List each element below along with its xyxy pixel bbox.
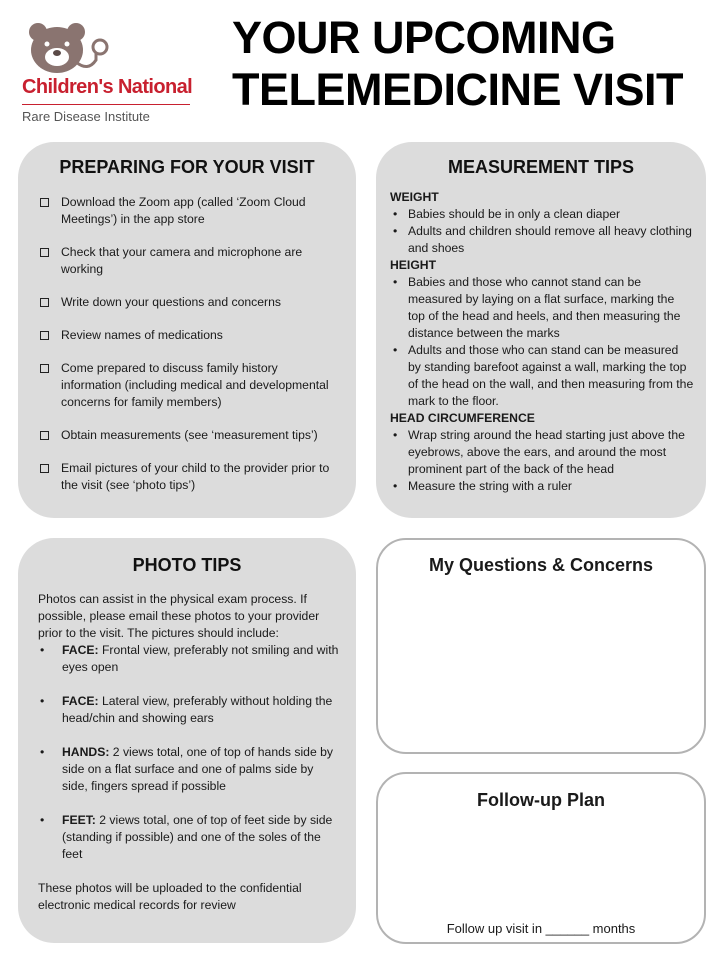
head-circumference-heading: HEAD CIRCUMFERENCE bbox=[390, 411, 535, 425]
preparing-checklist bbox=[38, 194, 338, 510]
list-item: • Babies and those who cannot stand can be measured by laying on a flat surface, marking the top of the head and heels, and then measuring the distance between the marks bbox=[393, 275, 681, 340]
followup-box[interactable] bbox=[376, 772, 706, 944]
checkbox-icon bbox=[40, 431, 49, 440]
followup-visit-line: Follow up visit in ______ months bbox=[446, 921, 636, 936]
childrens-national-logo bbox=[20, 20, 220, 130]
weight-heading: WEIGHT bbox=[390, 190, 439, 204]
photo-tips-heading: PHOTO TIPS bbox=[132, 555, 242, 575]
page-title bbox=[232, 12, 683, 116]
bullet-icon: • bbox=[393, 207, 398, 221]
bullet-icon: • bbox=[393, 428, 398, 442]
page-title-line-2: TELEMEDICINE VISIT bbox=[232, 64, 684, 115]
checklist-item: Email pictures of your child to the provider prior to the visit (see ‘photo tips’) bbox=[38, 460, 338, 494]
bullet-icon: • bbox=[393, 224, 398, 238]
preparing-heading: PREPARING FOR YOUR VISIT bbox=[59, 157, 315, 177]
list-item: • Measure the string with a ruler bbox=[393, 479, 572, 493]
preparing-panel bbox=[18, 142, 356, 518]
bullet-icon: • bbox=[393, 343, 398, 357]
bullet-icon: • bbox=[40, 643, 45, 657]
photo-tips-panel bbox=[18, 538, 356, 943]
checklist-item: Check that your camera and microphone are working bbox=[38, 244, 338, 278]
page-title-line-1: YOUR UPCOMING bbox=[232, 12, 616, 63]
weight-list bbox=[390, 206, 694, 257]
bullet-icon: • bbox=[40, 694, 45, 708]
checkbox-icon bbox=[40, 248, 49, 257]
list-item: • Babies should be in only a clean diaper bbox=[393, 207, 621, 221]
photo-tips-body bbox=[38, 591, 340, 914]
brand-name: Children's National bbox=[22, 76, 193, 98]
checkbox-icon bbox=[40, 298, 49, 307]
checklist-item: Review names of medications bbox=[38, 327, 338, 344]
height-heading: HEIGHT bbox=[390, 258, 437, 272]
bullet-icon: • bbox=[393, 479, 398, 493]
list-item: • Wrap string around the head starting just above the eyebrows, above the ears, and around the most prominent part of the back of the head bbox=[393, 428, 685, 476]
measurement-body bbox=[390, 189, 694, 495]
bullet-icon: • bbox=[40, 745, 45, 759]
checkbox-icon bbox=[40, 364, 49, 373]
bear-stethoscope-icon bbox=[24, 20, 116, 78]
brand-subtitle: Rare Disease Institute bbox=[22, 109, 150, 124]
measurement-heading: MEASUREMENT TIPS bbox=[447, 157, 634, 177]
head-circumference-list bbox=[390, 427, 694, 495]
checkbox-icon bbox=[40, 198, 49, 207]
checkbox-icon bbox=[40, 331, 49, 340]
photo-tips-intro: Photos can assist in the physical exam process. If possible, please email these photos to your provider prior to the visit. The pictures should include: bbox=[38, 592, 320, 640]
questions-heading: My Questions & Concerns bbox=[428, 555, 654, 575]
followup-heading: Follow-up Plan bbox=[477, 790, 605, 810]
list-item: • FACE: Lateral view, preferably without holding the head/chin and showing ears bbox=[40, 694, 333, 725]
questions-box[interactable] bbox=[376, 538, 706, 754]
photo-tips-outro: These photos will be uploaded to the confidential electronic medical records for review bbox=[38, 881, 302, 912]
checkbox-icon bbox=[40, 464, 49, 473]
checklist-item: Come prepared to discuss family history information (including medical and developmental concerns for family members) bbox=[38, 360, 338, 411]
checklist-item: Obtain measurements (see ‘measurement tips’) bbox=[38, 427, 338, 444]
photo-tips-list bbox=[38, 642, 340, 863]
checklist-item: Write down your questions and concerns bbox=[38, 294, 338, 311]
bullet-icon: • bbox=[40, 813, 45, 827]
list-item: • FACE: Frontal view, preferably not smiling and with eyes open bbox=[40, 643, 339, 674]
list-item: • HANDS: 2 views total, one of top of hands side by side on a flat surface and one of palms side by side, fingers spread if possible bbox=[40, 745, 333, 793]
list-item: • Adults and those who can stand can be measured by standing barefoot against a wall, marking the top of the head on the wall, and then measuring from the mark to the floor. bbox=[393, 343, 694, 408]
measurement-panel bbox=[376, 142, 706, 518]
brand-divider bbox=[22, 104, 190, 105]
list-item: • FEET: 2 views total, one of top of feet side by side (standing if possible) and one of the soles of the feet bbox=[40, 813, 333, 861]
bullet-icon: • bbox=[393, 275, 398, 289]
checklist-item: Download the Zoom app (called ‘Zoom Cloud Meetings’) in the app store bbox=[38, 194, 338, 228]
list-item: • Adults and children should remove all heavy clothing and shoes bbox=[393, 224, 692, 255]
height-list bbox=[390, 274, 694, 410]
